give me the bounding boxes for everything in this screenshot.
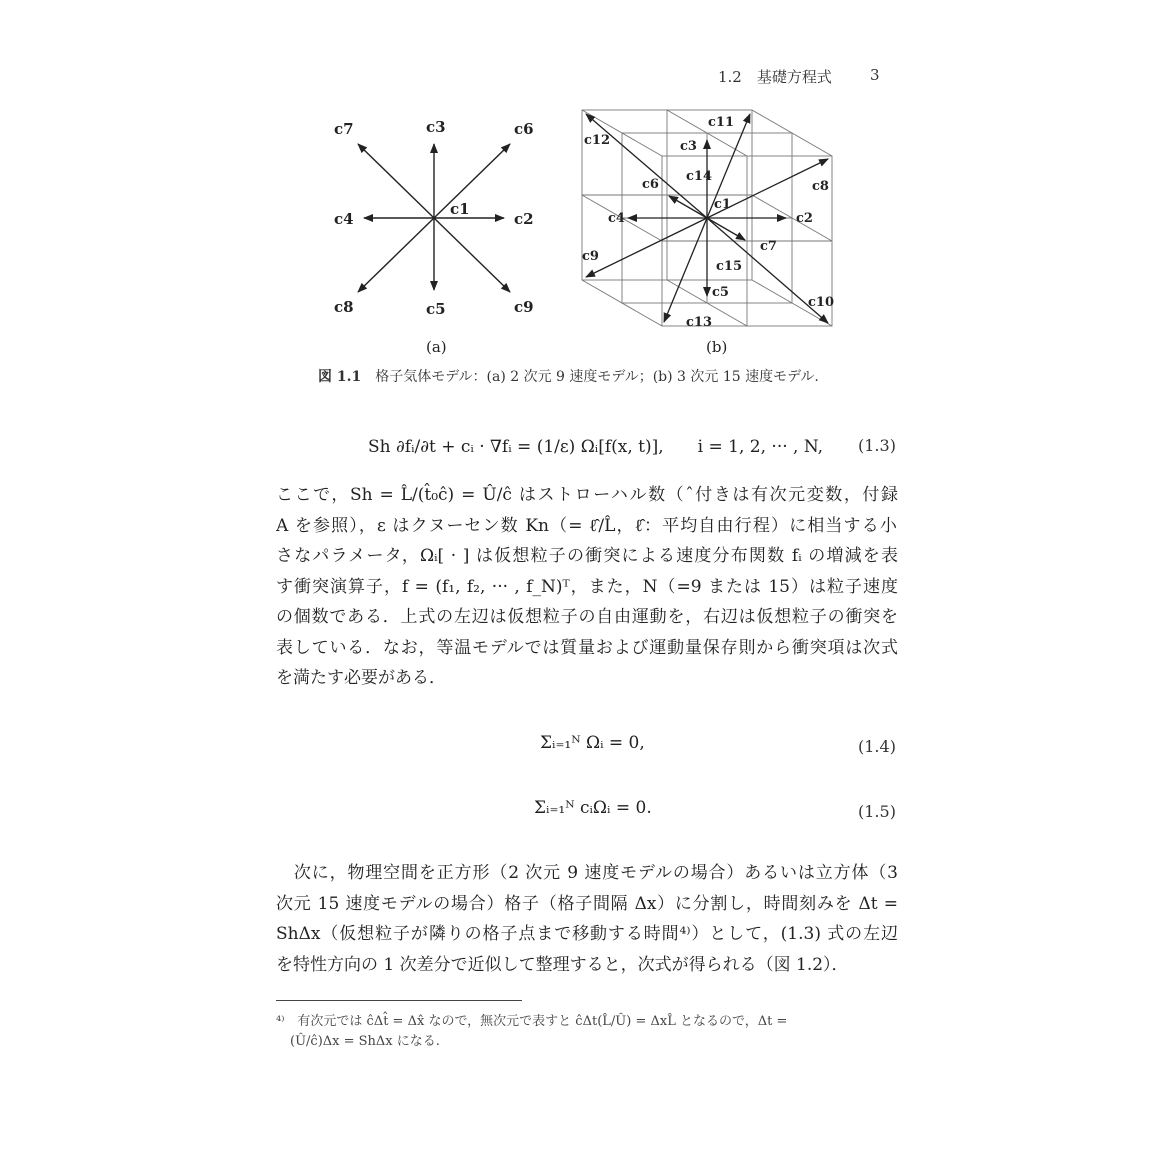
text-line: を満たす必要がある． (276, 668, 446, 688)
label-b-c2: c2 (796, 211, 813, 226)
page-number: 3 (870, 66, 880, 84)
label-b-c7: c7 (760, 239, 777, 254)
text-line: さなパラメータ，Ωᵢ[ · ] は仮想粒子の衝突による速度分布関数 fᵢ の増減を表 (276, 546, 898, 566)
caption-number: 図 1.1 (318, 369, 362, 385)
label-b-c13: c13 (686, 315, 713, 330)
label-b-c10: c10 (808, 295, 835, 310)
equation-number-1-4: (1.4) (858, 737, 896, 756)
paragraph-2 (276, 858, 898, 980)
vector-c8 (358, 218, 434, 292)
text-line: す衝突演算子，f = (f₁, f₂, ··· , f_N)ᵀ，また，N（=9 または 15）は粒子速度 (276, 576, 898, 597)
footnote-line: ⁴⁾ 有次元では ĉΔt̂ = Δx̂ なので，無次元で表すと ĉΔt(L̂/Û) = ΔxL̂ となるので，Δt = (276, 1014, 788, 1029)
footnote-rule (276, 1000, 522, 1001)
label-b-c14: c14 (686, 169, 713, 184)
label-c3: c3 (426, 118, 446, 136)
equation-1-3: Sh ∂fᵢ/∂t + cᵢ · ∇fᵢ = (1/ε) Ωᵢ[f(x, t)], i = 1, 2, ··· , N, (368, 437, 824, 457)
label-b-c1: c1 (714, 197, 731, 212)
figure-panel-b (576, 104, 846, 334)
equation-1-5: Σᵢ₌₁ᴺ cᵢΩᵢ = 0. (534, 798, 652, 818)
vector-b-c9 (586, 218, 707, 277)
label-b-c3: c3 (680, 139, 697, 154)
text-line: ここで，Sh = L̂/(t̂₀ĉ) = Û/ĉ はストローハル数（ˆ付きは有次元変数，付録 (276, 485, 898, 505)
label-c7: c7 (334, 120, 354, 138)
paragraph-1 (276, 480, 898, 694)
footnote-line: (Û/ĉ)Δx = ShΔx になる. (290, 1034, 440, 1049)
label-c4: c4 (334, 210, 354, 228)
vector-b-c12 (586, 114, 707, 218)
vector-b-c13 (664, 218, 707, 322)
text-line: A を参照），ε はクヌーセン数 Kn（= ℓ̂/L̂，ℓ̂：平均自由行程）に相当する小 (276, 515, 898, 536)
vector-c9 (434, 218, 510, 292)
equation-number-1-5: (1.5) (858, 802, 896, 821)
label-b-c11: c11 (708, 115, 735, 130)
label-b-c9: c9 (582, 249, 599, 264)
text-line: 次に，物理空間を正方形（2 次元 9 速度モデルの場合）あるいは立方体（3 (276, 863, 898, 883)
label-b-c6: c6 (642, 177, 659, 192)
text-line: ShΔx（仮想粒子が隣りの格子点まで移動する時間⁴⁾）として，(1.3) 式の左辺 (276, 924, 898, 944)
label-b-c12: c12 (584, 133, 611, 148)
label-c5: c5 (426, 300, 446, 318)
vector-b-c6 (669, 196, 707, 218)
figure-panel-a-label: (a) (426, 338, 447, 356)
label-c8: c8 (334, 298, 354, 316)
label-c9: c9 (514, 298, 534, 316)
label-b-c8: c8 (812, 179, 829, 194)
running-header-section: 1.2 基礎方程式 (718, 68, 832, 86)
label-b-c4: c4 (608, 211, 625, 226)
equation-number-1-3: (1.3) (858, 436, 896, 455)
label-b-c15: c15 (716, 259, 743, 274)
label-c6: c6 (514, 120, 534, 138)
text-line: を特性方向の 1 次差分で近似して整理すると，次式が得られる（図 1.2）． (276, 954, 849, 975)
figure-caption (318, 366, 819, 386)
vector-c7 (358, 144, 434, 218)
equation-1-4: Σᵢ₌₁ᴺ Ωᵢ = 0, (540, 733, 645, 753)
vector-b-c7 (707, 218, 745, 240)
label-c2: c2 (514, 210, 534, 228)
label-c1: c1 (450, 200, 470, 218)
text-line: の個数である．上式の左辺は仮想粒子の自由運動を，右辺は仮想粒子の衝突を (276, 607, 898, 627)
figure-panel-b-label: (b) (706, 338, 728, 356)
caption-text: 格子気体モデル：(a) 2 次元 9 速度モデル；(b) 3 次元 15 速度モデル. (375, 369, 819, 385)
text-line: 表している．なお，等温モデルでは質量および運動量保存則から衝突項は次式 (276, 637, 898, 658)
vector-c6 (434, 144, 510, 218)
label-b-c5: c5 (712, 285, 729, 300)
text-line: 次元 15 速度モデルの場合）格子（格子間隔 Δx）に分割し，時間刻みを Δt = (276, 893, 898, 914)
figure-panel-a (318, 100, 558, 340)
